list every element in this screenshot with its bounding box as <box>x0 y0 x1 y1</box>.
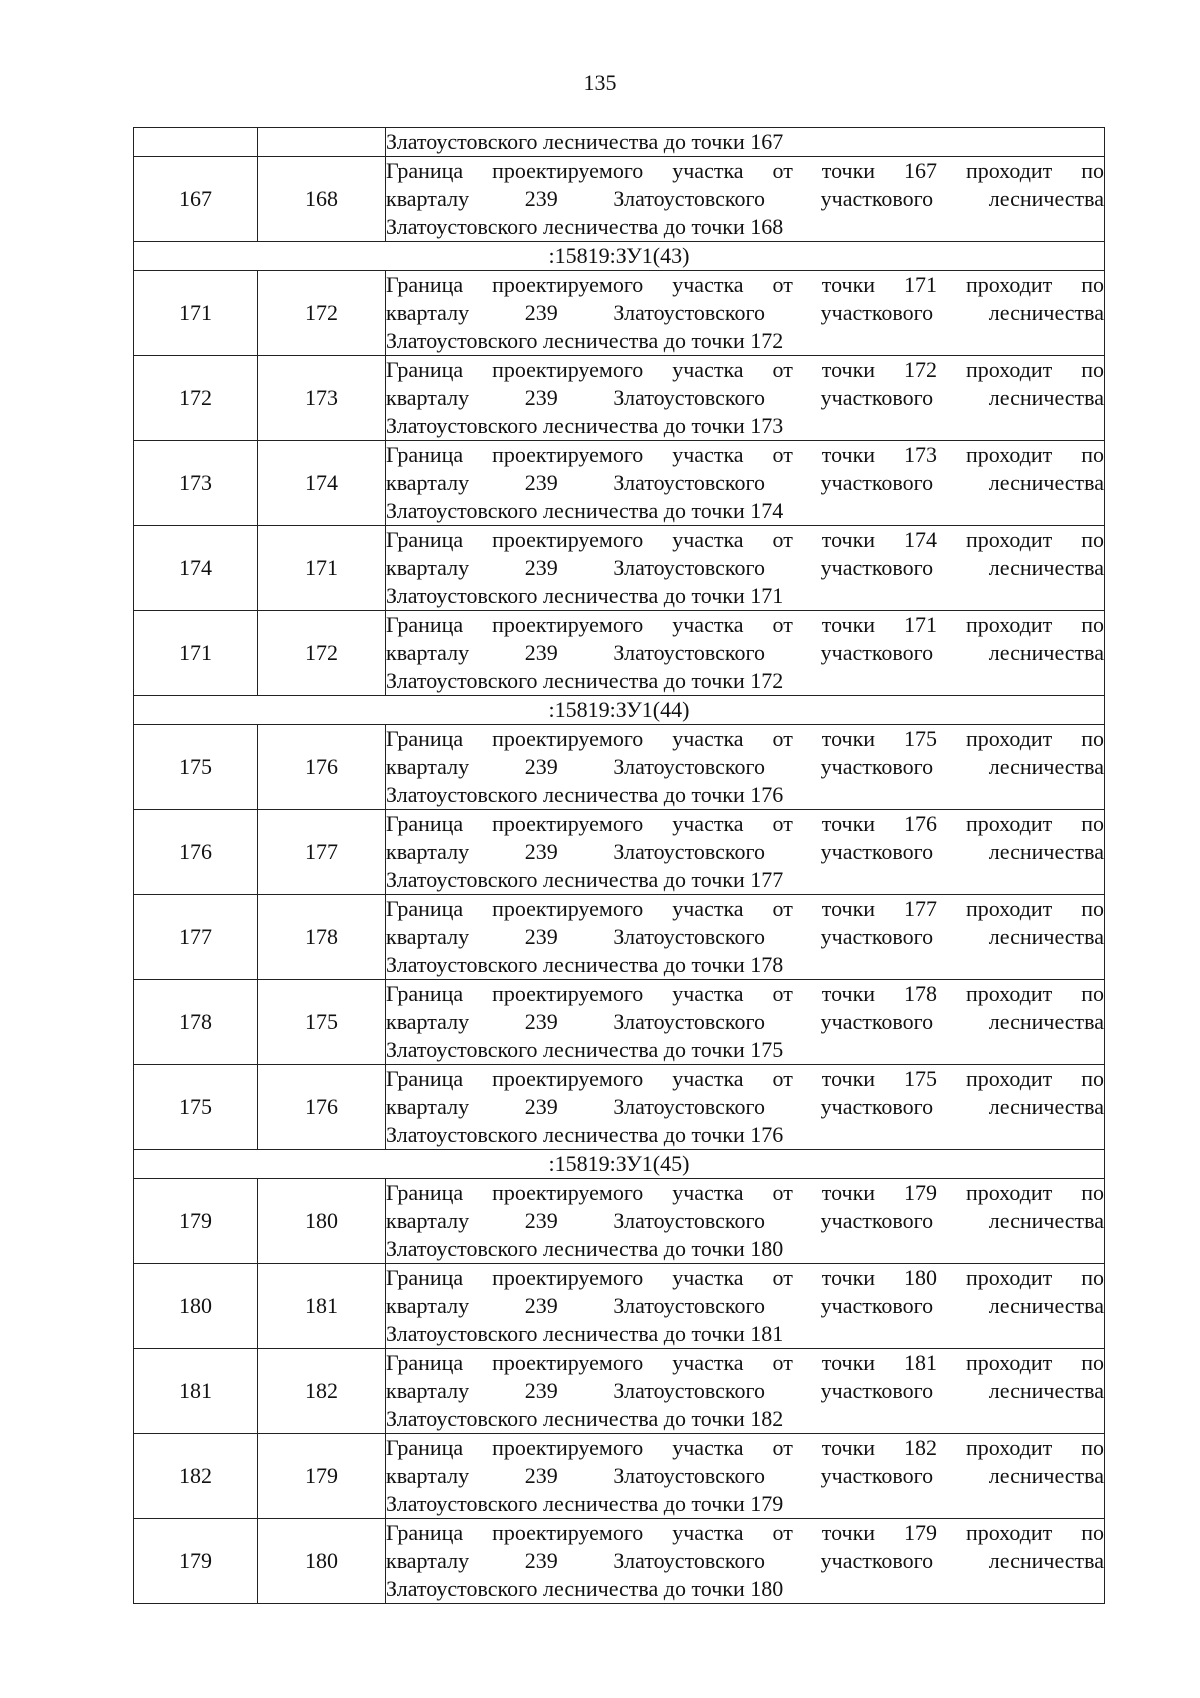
description-line: кварталу 239 Златоустовского участкового лесничества <box>386 1094 1104 1119</box>
description-line: Граница проектируемого участка от точки 173 проходит по <box>386 442 1104 467</box>
table-row <box>134 1179 1105 1264</box>
description-line: Граница проектируемого участка от точки 181 проходит по <box>386 1350 1104 1375</box>
description-cell <box>386 356 1105 441</box>
description-line: кварталу 239 Златоустовского участкового лесничества <box>386 839 1104 864</box>
description-line: Златоустовского лесничества до точки 173 <box>386 413 784 438</box>
description-cell <box>386 1349 1105 1434</box>
description-line: Граница проектируемого участка от точки 177 проходит по <box>386 896 1104 921</box>
description-cell <box>386 1434 1105 1519</box>
from-point-cell: 179 <box>134 1519 258 1604</box>
description-line: Граница проектируемого участка от точки 179 проходит по <box>386 1180 1104 1205</box>
description-line: Златоустовского лесничества до точки 176 <box>386 782 784 807</box>
description-cell <box>386 725 1105 810</box>
to-point-cell: 182 <box>258 1349 386 1434</box>
section-header-row <box>134 242 1105 271</box>
to-point-cell: 174 <box>258 441 386 526</box>
table-row <box>134 810 1105 895</box>
table-row <box>134 271 1105 356</box>
description-cell <box>386 611 1105 696</box>
description-line: кварталу 239 Златоустовского участкового лесничества <box>386 385 1104 410</box>
from-point-cell: 173 <box>134 441 258 526</box>
from-point-cell: 179 <box>134 1179 258 1264</box>
boundary-table-body <box>134 128 1105 1604</box>
description-line: Златоустовского лесничества до точки 172 <box>386 328 784 353</box>
description-line: Златоустовского лесничества до точки 177 <box>386 867 784 892</box>
table-row <box>134 1065 1105 1150</box>
description-line: Граница проектируемого участка от точки 174 проходит по <box>386 527 1104 552</box>
description-line: Граница проектируемого участка от точки 180 проходит по <box>386 1265 1104 1290</box>
table-row <box>134 1519 1105 1604</box>
section-header-row <box>134 696 1105 725</box>
table-row <box>134 725 1105 810</box>
description-cell: Златоустовского лесничества до точки 167 <box>386 128 1105 157</box>
description-line: Златоустовского лесничества до точки 175 <box>386 1037 784 1062</box>
to-point-cell: 171 <box>258 526 386 611</box>
description-cell <box>386 1519 1105 1604</box>
description-line: Граница проектируемого участка от точки 175 проходит по <box>386 1066 1104 1091</box>
description-cell <box>386 810 1105 895</box>
description-line: Златоустовского лесничества до точки 180 <box>386 1576 784 1601</box>
section-title: :15819:ЗУ1(45) <box>134 1150 1105 1179</box>
from-point-cell: 172 <box>134 356 258 441</box>
description-line: кварталу 239 Златоустовского участкового лесничества <box>386 1548 1104 1573</box>
page-number: 135 <box>583 70 617 95</box>
description-cell <box>386 441 1105 526</box>
description-cell <box>386 895 1105 980</box>
from-point-cell: 174 <box>134 526 258 611</box>
description-line: кварталу 239 Златоустовского участкового лесничества <box>386 754 1104 779</box>
description-line: Златоустовского лесничества до точки 174 <box>386 498 784 523</box>
description-cell <box>386 1264 1105 1349</box>
description-line: кварталу 239 Златоустовского участкового лесничества <box>386 300 1104 325</box>
from-point-cell: 167 <box>134 157 258 242</box>
to-point-cell: 172 <box>258 611 386 696</box>
description-line: Граница проектируемого участка от точки 178 проходит по <box>386 981 1104 1006</box>
table-row <box>134 157 1105 242</box>
from-point-cell: 180 <box>134 1264 258 1349</box>
description-cell <box>386 157 1105 242</box>
description-line: Златоустовского лесничества до точки 171 <box>386 583 784 608</box>
table-row <box>134 611 1105 696</box>
section-header-row <box>134 1150 1105 1179</box>
description-line: кварталу 239 Златоустовского участкового лесничества <box>386 640 1104 665</box>
from-point-cell: 178 <box>134 980 258 1065</box>
from-point-cell: 177 <box>134 895 258 980</box>
from-point-cell <box>134 128 258 157</box>
to-point-cell: 173 <box>258 356 386 441</box>
to-point-cell: 180 <box>258 1519 386 1604</box>
description-line: Граница проектируемого участка от точки 175 проходит по <box>386 726 1104 751</box>
from-point-cell: 175 <box>134 1065 258 1150</box>
description-cell <box>386 1179 1105 1264</box>
description-line: Златоустовского лесничества до точки 176 <box>386 1122 784 1147</box>
description-line: кварталу 239 Златоустовского участкового лесничества <box>386 470 1104 495</box>
from-point-cell: 181 <box>134 1349 258 1434</box>
section-title: :15819:ЗУ1(43) <box>134 242 1105 271</box>
description-line: Златоустовского лесничества до точки 178 <box>386 952 784 977</box>
table-row <box>134 980 1105 1065</box>
description-cell <box>386 526 1105 611</box>
to-point-cell: 168 <box>258 157 386 242</box>
description-line: кварталу 239 Златоустовского участкового лесничества <box>386 1009 1104 1034</box>
to-point-cell: 180 <box>258 1179 386 1264</box>
description-line: кварталу 239 Златоустовского участкового лесничества <box>386 186 1104 211</box>
table-row <box>134 1349 1105 1434</box>
description-line: Граница проектируемого участка от точки 172 проходит по <box>386 357 1104 382</box>
description-cell <box>386 980 1105 1065</box>
description-line: Златоустовского лесничества до точки 182 <box>386 1406 784 1431</box>
boundary-table <box>133 127 1105 1604</box>
description-line: Граница проектируемого участка от точки 176 проходит по <box>386 811 1104 836</box>
to-point-cell: 177 <box>258 810 386 895</box>
to-point-cell: 175 <box>258 980 386 1065</box>
table-row <box>134 441 1105 526</box>
description-line: Златоустовского лесничества до точки 180 <box>386 1236 784 1261</box>
description-line: кварталу 239 Златоустовского участкового лесничества <box>386 1208 1104 1233</box>
description-line: Граница проектируемого участка от точки 167 проходит по <box>386 158 1104 183</box>
from-point-cell: 171 <box>134 611 258 696</box>
from-point-cell: 171 <box>134 271 258 356</box>
table-row <box>134 526 1105 611</box>
table-row <box>134 356 1105 441</box>
table-row <box>134 1434 1105 1519</box>
description-line: Граница проектируемого участка от точки 182 проходит по <box>386 1435 1104 1460</box>
to-point-cell <box>258 128 386 157</box>
table-row <box>134 1264 1105 1349</box>
to-point-cell: 176 <box>258 725 386 810</box>
description-line: Граница проектируемого участка от точки 179 проходит по <box>386 1520 1104 1545</box>
to-point-cell: 179 <box>258 1434 386 1519</box>
description-line: кварталу 239 Златоустовского участкового лесничества <box>386 1463 1104 1488</box>
to-point-cell: 178 <box>258 895 386 980</box>
description-line: Златоустовского лесничества до точки 172 <box>386 668 784 693</box>
table-row <box>134 895 1105 980</box>
description-line: Граница проектируемого участка от точки 171 проходит по <box>386 612 1104 637</box>
description-line: Златоустовского лесничества до точки 168 <box>386 214 784 239</box>
description-line: Златоустовского лесничества до точки 181 <box>386 1321 784 1346</box>
description-line: кварталу 239 Златоустовского участкового лесничества <box>386 924 1104 949</box>
description-line: Граница проектируемого участка от точки 171 проходит по <box>386 272 1104 297</box>
description-line: Златоустовского лесничества до точки 179 <box>386 1491 784 1516</box>
from-point-cell: 182 <box>134 1434 258 1519</box>
description-line: кварталу 239 Златоустовского участкового лесничества <box>386 1378 1104 1403</box>
to-point-cell: 181 <box>258 1264 386 1349</box>
description-cell <box>386 271 1105 356</box>
continuation-row <box>134 128 1105 157</box>
from-point-cell: 175 <box>134 725 258 810</box>
section-title: :15819:ЗУ1(44) <box>134 696 1105 725</box>
description-cell <box>386 1065 1105 1150</box>
to-point-cell: 172 <box>258 271 386 356</box>
description-line: кварталу 239 Златоустовского участкового лесничества <box>386 555 1104 580</box>
description-line: кварталу 239 Златоустовского участкового лесничества <box>386 1293 1104 1318</box>
to-point-cell: 176 <box>258 1065 386 1150</box>
from-point-cell: 176 <box>134 810 258 895</box>
